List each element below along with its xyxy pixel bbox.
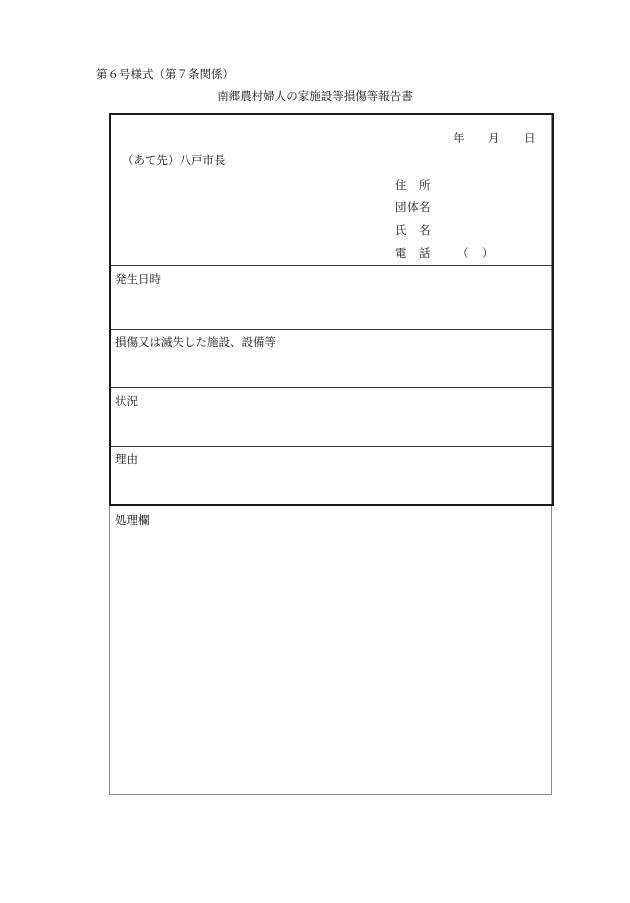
form-title: 南郷農村婦人の家施設等損傷等報告書 bbox=[217, 89, 413, 103]
damaged-items-label: 損傷又は滅失した施設、設備等 bbox=[115, 335, 276, 349]
divider-situation-bottom bbox=[110, 446, 553, 447]
reason-label: 理由 bbox=[115, 452, 138, 466]
date-month-label: 月 bbox=[488, 131, 500, 145]
addressee: （あて先）八戸市長 bbox=[122, 153, 226, 167]
processing-label: 処理欄 bbox=[115, 513, 150, 527]
occurrence-label: 発生日時 bbox=[115, 272, 161, 286]
divider-occurrence-bottom bbox=[110, 329, 553, 330]
phone-paren-close: ） bbox=[482, 246, 494, 260]
group-name-label: 団体名 bbox=[395, 200, 431, 214]
situation-label: 状況 bbox=[115, 394, 138, 408]
phone-paren-open: （ bbox=[457, 246, 469, 260]
name-label: 氏 名 bbox=[395, 223, 431, 237]
address-label: 住 所 bbox=[395, 178, 431, 192]
divider-header-bottom bbox=[110, 265, 553, 266]
phone-label: 電 話 bbox=[395, 246, 431, 260]
form-number: 第６号様式（第７条関係） bbox=[96, 67, 234, 81]
divider-damaged-bottom bbox=[110, 387, 553, 388]
report-frame bbox=[109, 113, 554, 506]
date-day-label: 日 bbox=[524, 131, 536, 145]
date-year-label: 年 bbox=[453, 131, 465, 145]
